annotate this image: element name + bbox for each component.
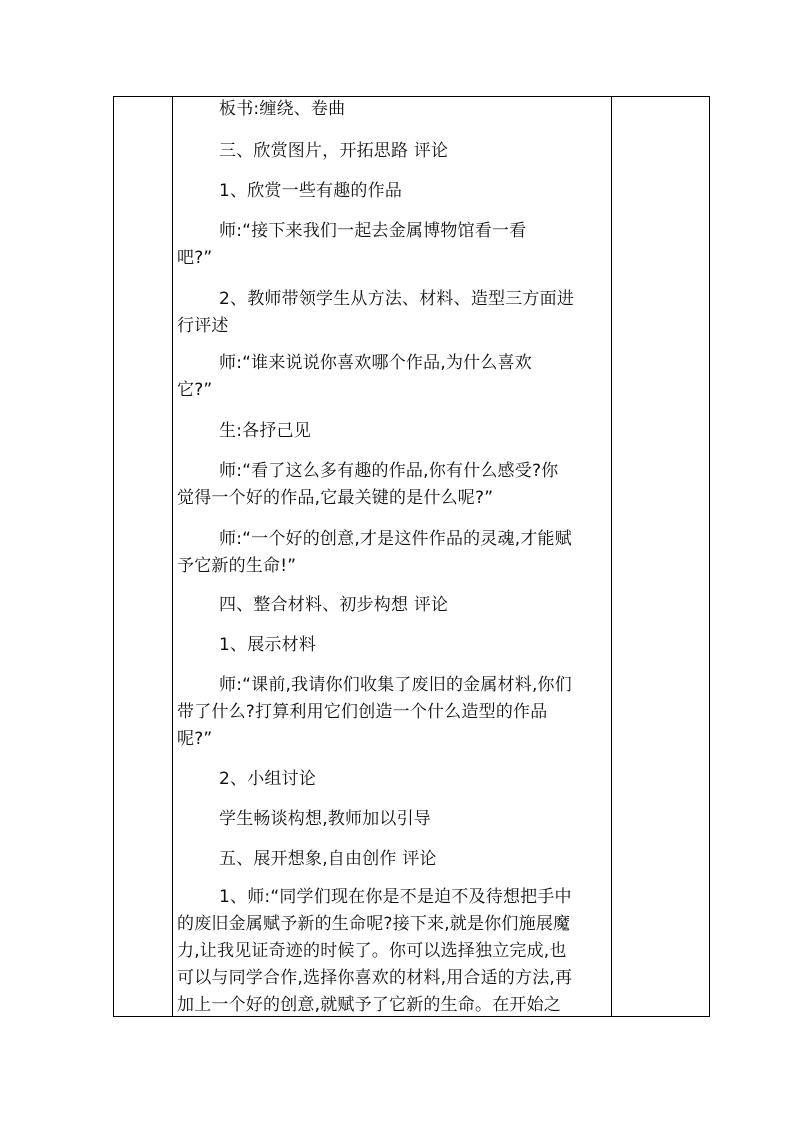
teacher-line-feelings: 师:“看了这么多有趣的作品,你有什么感受?你 觉得一个好的作品,它最关键的是什么呢?” [177,461,559,508]
section-heading-5: 五、展开想象,自由创作 评论 [219,849,437,869]
step-teacher-guides-review: 2、教师带领学生从方法、材料、造型三方面进 行评述 [177,289,575,336]
student-ideas-line: 学生畅谈构想,教师加以引导 [219,809,432,829]
section-heading-4: 四、整合材料、初步构想 评论 [219,595,449,615]
step-show-materials: 1、展示材料 [219,635,317,655]
step-group-discussion: 2、小组讨论 [219,769,317,789]
student-response: 生:各抒己见 [219,421,311,441]
blackboard-note: 板书:缠绕、卷曲 [219,99,346,119]
teacher-line-creativity: 师:“一个好的创意,才是这件作品的灵魂,才能赋 予它新的生命!” [177,529,572,576]
teacher-line-museum: 师:“接下来我们一起去金属博物馆看一看 吧?” [177,221,527,268]
step-appreciate-works: 1、欣赏一些有趣的作品 [219,181,403,201]
section-heading-3: 三、欣赏图片，开拓思路 评论 [219,141,449,161]
lesson-content-cell [173,96,607,1017]
teacher-line-materials: 师:“课前,我请你们收集了废旧的金属材料,你们 带了什么?打算利用它们创造一个什么造型的作品 呢?” [177,675,572,749]
teacher-line-which-work: 师:“谁来说说你喜欢哪个作品,为什么喜欢 它?” [177,353,532,400]
teacher-line-creation: 1、师:“同学们现在你是不是迫不及待想把手中 的废旧金属赋予新的生命呢?接下来,就是你们施展魔 力,让我见证奇迹的时候了。你可以选择独立完成,也 可以与同学合作,选择你喜欢的材料,用合适的方法,再 加上一个好的创意,就赋予了它新的生命。在开始之 [177,887,573,1015]
table-column-divider-right [611,97,612,1016]
